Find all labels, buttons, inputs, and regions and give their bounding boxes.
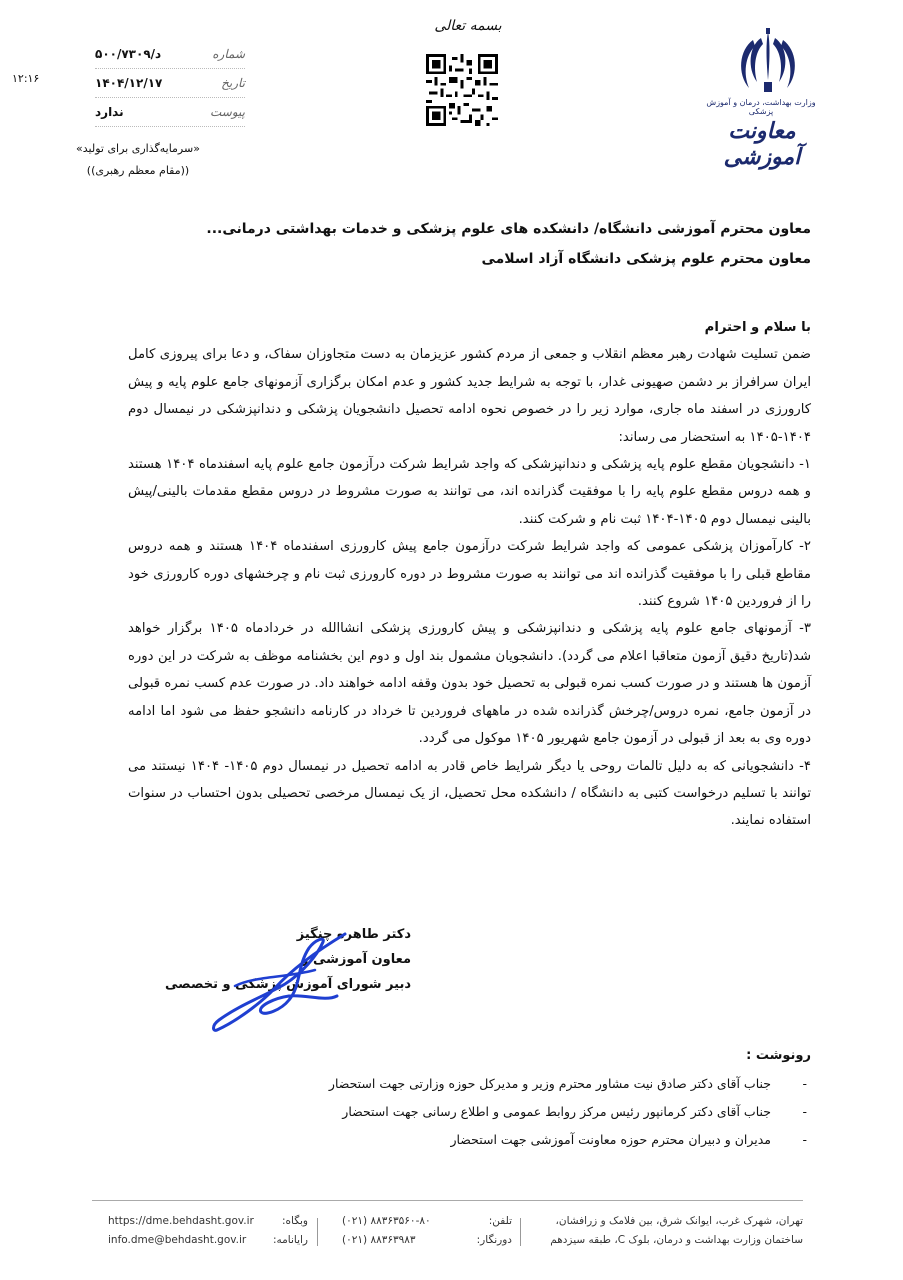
footer-address-line-1: تهران، شهرک غرب، ایوانک شرق، بین فلامک و زرافشان، [555,1215,803,1227]
letter-date-row [95,69,245,98]
cc-item-text: جناب آقای دکتر صادق نیت مشاور محترم وزیر و مدیرکل حوزه وزارتی جهت استحضار [328,1076,771,1091]
body-item-1: ۱- دانشجویان مقطع علوم پایه پزشکی و دندانپزشکی که واجد شرایط شرکت درآزمون جامع علوم پایه اسفندماه ۱۴۰۴ هستند و همه دروس مقطع علوم پایه را با موفقیت گذرانده اند، می توانند به صورت مشروط در دروس مقطع مقدمات بالینی/پیش بالینی نیمسال دوم ۱۴۰۵-۱۴۰۴ ثبت نام و شرکت کنند. [128,457,811,527]
signatory-title-1: معاون آموزشی و [300,952,411,967]
iran-emblem-logo [733,28,803,100]
cc-dash: - [802,1076,807,1091]
website-label: وبگاه: [281,1215,308,1227]
footer-address-line-2: ساختمان وزارت بهداشت و درمان، بلوک C، طبقه سیزدهم [550,1234,803,1246]
letter-date-label: تاریخ [221,76,245,90]
letter-number-value: د/۵۰۰/۷۳۰۹ [95,47,162,61]
letter-attachment-row [95,98,245,127]
cc-item [207,1098,807,1126]
footer-address [538,1212,803,1250]
phone-value: (۰۲۱) ۸۸۳۶۳۵۶۰-۸۰ [342,1215,431,1227]
body-item-2: ۲- کارآموزان پزشکی عمومی که واجد شرایط شرکت درآزمون جامع پیش کارورزی اسفندماه ۱۴۰۴ هستند و همه دروس مقاطع قبلی را با موفقیت گذرانده اند می توانند به صورت مشروط در دوره کارورزی ثبت نام و چرخشهای دوره کارورزی خود را از فروردین ۱۴۰۵ شروع کنند. [128,539,812,610]
slogan-attribution: ((مقام معظم رهبری)) [86,164,190,177]
cc-list [207,1070,807,1154]
print-time: ۱۲:۱۶ [12,72,40,85]
cc-dash: - [802,1104,807,1119]
footer-contact [342,1212,512,1250]
recipient-line-2: معاون محترم علوم پزشکی دانشگاه آزاد اسلامی [481,251,811,267]
body-item-4: ۴- دانشجویانی که به دلیل تالمات روحی یا دیگر شرایط خاص قادر به ادامه تحصیل در نیمسال دوم ۱۴۰۵- ۱۴۰۴ نیستند می توانند با تسلیم درخواست کتبی به دانشگاه / دانشکده محل تحصیل، از یک نیمسال مرخصی تحصیلی بدون احتساب در سنوات استفاده نمایند. [128,758,811,829]
body-item-3: ۳- آزمونهای جامع علوم پایه پزشکی و دندانپزشکی و پیش کارورزی پزشکی انشاالله در خردادماه ۱۴۰۵ برگزار خواهد شد(تاریخ دقیق آزمون متعاقبا اعلام می گردد). دانشجویان مشمول بند اول و دوم این بخشنامه موظف به شرکت در این دوره آزمون ها هستند و در صورت کسب نمره قبولی به تحصیل خود بدون وقفه ادامه خواهند داد. در صورت عدم کسب نمره قبولی در آزمون جامع، نمره دروس/چرخش گذرانده شده در ماههای فروردین تا خرداد در کارنامه دانشجو حفظ می شود اما ادامه دوره وی به بعد از قبولی در آزمون جامع شهریور ۱۴۰۵ موکول می گردد. [128,621,811,747]
cc-item-text: مدیران و دبیران محترم حوزه معاونت آموزشی جهت استحضار [450,1132,771,1147]
signatory-title-2: دبیر شورای آموزش پزشکی و تخصصی [164,977,411,992]
letter-meta [95,40,245,127]
year-slogan [68,138,208,182]
letter-attachment-value: ندارد [95,105,124,119]
slogan-text: «سرمایه‌گذاری برای تولید» [76,142,200,155]
ministry-name: وزارت بهداشت، درمان و آموزش پزشکی [706,98,816,116]
bismillah: بسمه تعالی [434,18,502,34]
cc-dash: - [802,1132,807,1147]
recipient-line-1: معاون محترم آموزشی دانشگاه/ دانشکده های علوم پزشکی و خدمات بهداشتی درمانی... [206,221,811,237]
email-label: رایانامه: [272,1234,308,1246]
department-title: معاونت آموزشی [723,118,801,170]
email-link[interactable]: info.dme@behdasht.gov.ir [108,1234,247,1246]
greeting: با سلام و احترام [704,320,811,335]
letter-body [128,314,811,835]
fax-label: دورنگار: [476,1234,512,1246]
handwritten-signature [205,926,355,1036]
recipients [111,214,811,274]
letter-number-label: شماره [212,47,245,61]
qr-code [426,54,498,126]
letter-attachment-label: پیوست [210,105,245,119]
letter-number-row [95,40,245,69]
website-link[interactable]: https://dme.behdasht.gov.ir [108,1215,254,1227]
body-intro: ضمن تسلیت شهادت رهبر معظم انقلاب و جمعی از مردم کشور عزیزمان به دست متجاوزان سفاک، و دعا برای پیروزی کامل ایران سرافراز بر دشمن صهیونی غدار، با توجه به شرایط جدید کشور و عدم امکان برگزاری آزمونهای جامع علوم پایه و پیش کارورزی در اسفند ماه جاری، موارد زیر را در خصوص نحوه ادامه تحصیل دانشجویان پزشکی و دندانپزشکی در نیمسال دوم ۱۴۰۴-۱۴۰۵ به استحضار می رساند: [128,347,811,445]
cc-item-text: جناب آقای دکتر کرمانپور رئیس مرکز روابط عمومی و اطلاع رسانی جهت استحضار [342,1104,771,1119]
phone-label: تلفن: [488,1215,512,1227]
cc-title: رونوشت : [746,1048,811,1063]
footer-separator [317,1218,318,1246]
fax-value: (۰۲۱) ۸۸۳۶۳۹۸۳ [342,1234,416,1246]
cc-item [207,1070,807,1098]
footer-online [108,1212,308,1250]
cc-item [207,1126,807,1154]
letter-date-value: ۱۴۰۴/۱۲/۱۷ [95,76,163,90]
footer-separator [520,1218,521,1246]
footer-divider [92,1200,803,1201]
signatory-name: دکتر طاهره چنگیز [296,927,411,942]
